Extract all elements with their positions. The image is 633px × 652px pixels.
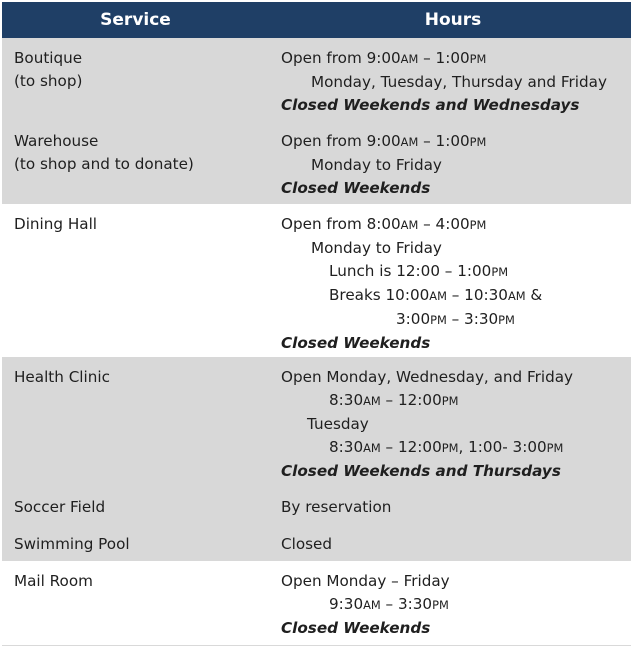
hours-line: By reservation <box>281 498 392 516</box>
service-name-line: Health Clinic <box>14 368 110 386</box>
header-hours: Hours <box>424 10 482 30</box>
hours-line: 8:30AM – 12:00PM <box>329 391 459 409</box>
hours-line: Open Monday – Friday <box>281 572 450 590</box>
hours-line: 3:00PM – 3:30PM <box>396 310 515 328</box>
table-body <box>2 38 631 645</box>
hours-line: Breaks 10:00AM – 10:30AM & <box>329 286 543 304</box>
service-name-line: Dining Hall <box>14 215 98 233</box>
service-name-line: Swimming Pool <box>14 535 130 553</box>
closed-days-note: Closed Weekends <box>281 619 431 637</box>
hours-line: Open from 8:00AM – 4:00PM <box>281 215 487 233</box>
table-row <box>2 487 631 524</box>
hours-line: Lunch is 12:00 – 1:00PM <box>329 262 509 280</box>
service-name-line: (to shop and to donate) <box>14 155 194 173</box>
service-cell <box>2 524 269 561</box>
service-name-line: (to shop) <box>14 72 83 90</box>
table-row <box>2 524 631 561</box>
hours-line: Tuesday <box>307 415 369 433</box>
service-cell <box>2 121 269 204</box>
closed-days-note: Closed Weekends and Wednesdays <box>281 96 580 114</box>
service-name-line: Warehouse <box>14 132 99 150</box>
service-cell <box>2 561 269 645</box>
table-row <box>2 204 631 357</box>
hours-line: Monday to Friday <box>311 156 442 174</box>
hours-cell <box>269 357 631 487</box>
closed-days-note: Closed Weekends <box>281 179 431 197</box>
hours-line: Monday to Friday <box>311 239 442 257</box>
hours-cell <box>269 561 631 645</box>
service-cell <box>2 357 269 487</box>
closed-days-note: Closed Weekends <box>281 334 431 352</box>
hours-cell <box>269 121 631 204</box>
table-header <box>2 2 631 38</box>
hours-line: 8:30AM – 12:00PM, 1:00- 3:00PM <box>329 438 564 456</box>
hours-line: Open Monday, Wednesday, and Friday <box>281 368 574 386</box>
service-name-line: Boutique <box>14 49 83 67</box>
table-row <box>2 121 631 204</box>
header-service: Service <box>100 10 171 30</box>
hours-line: Closed <box>281 535 333 553</box>
service-name-line: Soccer Field <box>14 498 106 516</box>
service-cell <box>2 204 269 357</box>
hours-cell <box>269 204 631 357</box>
hours-line: Monday, Tuesday, Thursday and Friday <box>311 73 607 91</box>
hours-line: 9:30AM – 3:30PM <box>329 595 449 613</box>
hours-table <box>2 2 631 646</box>
hours-line: Open from 9:00AM – 1:00PM <box>281 132 487 150</box>
hours-line: Open from 9:00AM – 1:00PM <box>281 49 487 67</box>
table-row <box>2 561 631 645</box>
hours-cell <box>269 524 631 561</box>
hours-cell <box>269 487 631 524</box>
service-name-line: Mail Room <box>14 572 93 590</box>
service-cell <box>2 487 269 524</box>
table-row <box>2 357 631 487</box>
service-cell <box>2 38 269 121</box>
table-row <box>2 38 631 121</box>
closed-days-note: Closed Weekends and Thursdays <box>281 462 561 480</box>
hours-cell <box>269 38 631 121</box>
